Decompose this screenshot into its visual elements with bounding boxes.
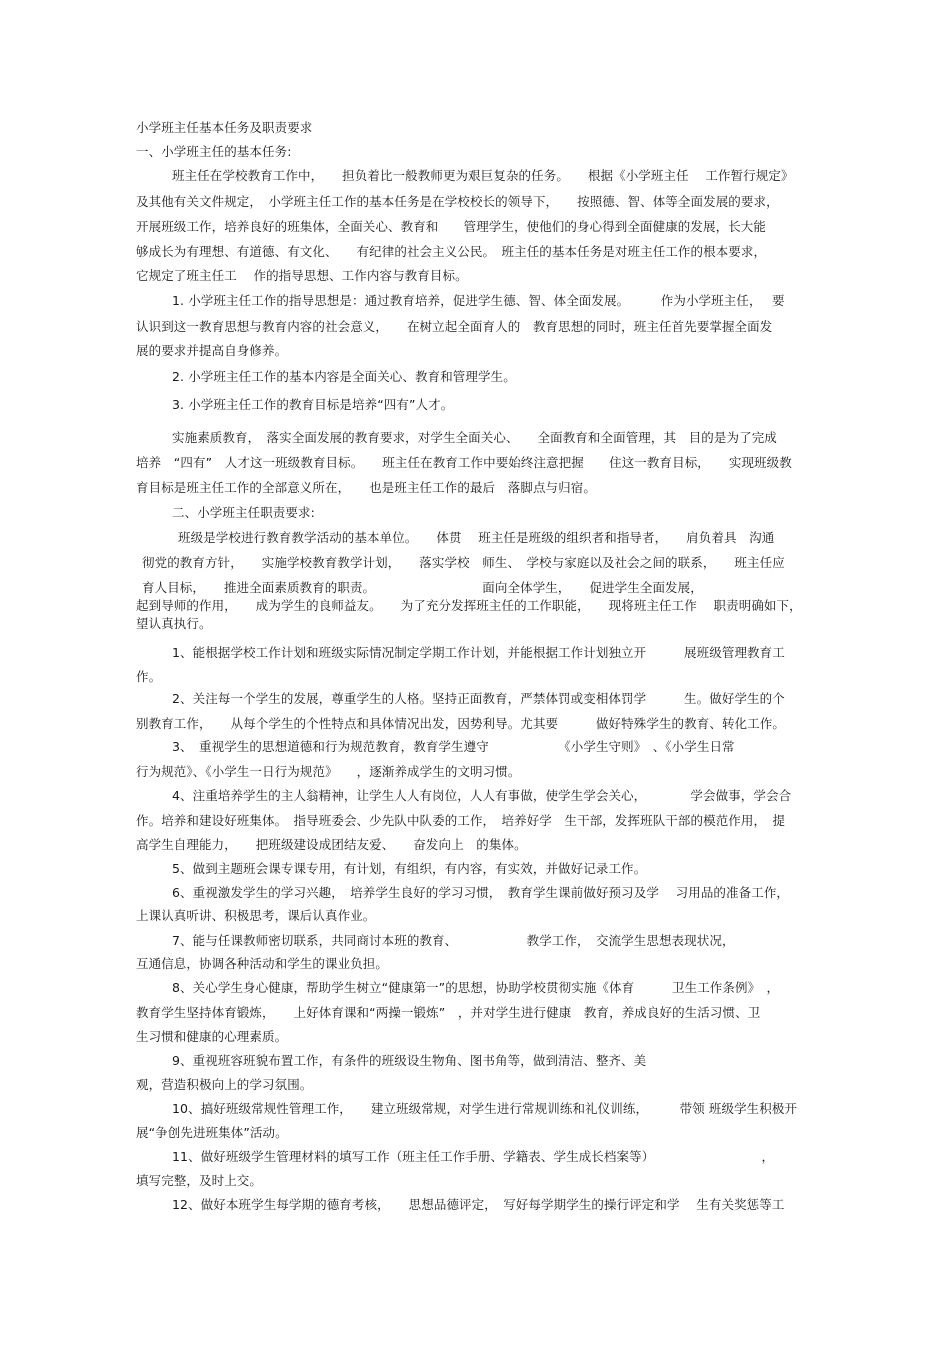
- duty-item-line: 观，营造积极向上的学习氛围。: [136, 1077, 313, 1092]
- duty-item-line: 高学生自理能力， 把班级建设成团结友爱、 奋发向上 的集体。: [136, 837, 527, 852]
- duty-item-line: 9、重视班容班貌布置工作，有条件的班级设生物角、图书角等，做到清洁、整齐、美: [172, 1053, 647, 1068]
- duty-item-line: 4、注重培养学生的主人翁精神，让学生人人有岗位，人人有事做，使学生学会关心， 学会做事，学会合: [172, 788, 792, 803]
- duty-item-line: 填写完整，及时上交。: [136, 1173, 263, 1188]
- duty-item-line: 作。培养和建设好班集体。 指导班委会、少先队中队委的工作， 培养好学 生干部，发挥班队干部的模范作用， 提: [136, 813, 786, 828]
- paragraph-line: 起到导师的作用， 成为学生的良师益友。 为了充分发挥班主任的工作职能， 现将班主任工作 职责明确如下，: [136, 598, 802, 613]
- duty-item-line: 7、能与任课教师密切联系，共同商讨本班的教育、 教学工作， 交流学生思想表现状况，: [172, 933, 735, 948]
- list-item-line: 2. 小学班主任工作的基本内容是全面关心、教育和管理学生。: [172, 369, 516, 384]
- paragraph-line: 育目标是班主任工作的全部意义所在， 也是班主任工作的最后 落脚点与归宿。: [136, 480, 596, 495]
- duty-item-line: 12、做好本班学生每学期的德育考核， 思想品德评定， 写好每学期学生的操行评定和学 生有关奖惩等工: [172, 1197, 785, 1212]
- duty-item-line: 生习惯和健康的心理素质。: [136, 1029, 288, 1044]
- list-item-line: 认识到这一教育思想与教育内容的社会意义， 在树立起全面育人的 教育思想的同时，班主任首先要掌握全面发: [136, 319, 773, 334]
- duty-item-line: 行为规范》、《小学生一日行为规范》 ，逐渐养成学生的文明习惯。: [136, 764, 521, 779]
- duty-item-line: 别教育工作， 从每个学生的个性特点和具体情况出发，因势利导。尤其要 做好特殊学生的教育、转化工作。: [136, 716, 785, 731]
- paragraph-line: 它规定了班主任工 作的指导思想、工作内容与教育目标。: [136, 268, 468, 283]
- section-heading-basic-tasks: 一、小学班主任的基本任务:: [136, 144, 292, 159]
- document-title: 小学班主任基本任务及职责要求: [136, 120, 313, 135]
- duty-item-line: 展“争创先进班集体”活动。: [136, 1125, 288, 1140]
- duty-item-line: 作。: [136, 669, 162, 684]
- paragraph-line: 班主任在学校教育工作中， 担负着比一般教师更为艰巨复杂的任务。 根据《小学班主任 工作暂行规定》: [172, 168, 794, 183]
- duty-item-line: 5、做到主题班会课专课专用，有计划，有组织，有内容，有实效，并做好记录工作。: [172, 861, 647, 876]
- duty-item-line: 2、关注每一个学生的发展，尊重学生的人格。坚持正面教育，严禁体罚或变相体罚学 生。做好学生的个: [172, 691, 785, 706]
- paragraph-line: 开展班级工作，培养良好的班集体，全面关心、教育和 管理学生，使他们的身心得到全面健康的发展，长大能: [136, 219, 767, 234]
- paragraph-line: 育人目标， 推进全面素质教育的职责。 面向全体学生， 促进学生全面发展，: [142, 580, 703, 595]
- duty-item-line: 11、做好班级学生管理材料的填写工作（班主任工作手册、学籍表、学生成长档案等） ，: [172, 1149, 775, 1164]
- duty-item-line: 教育学生坚持体育锻炼， 上好体育课和“两操一锻炼” ，并对学生进行健康 教育，养成良好的生活习惯、卫: [136, 1005, 761, 1020]
- paragraph-line: 实施素质教育， 落实全面发展的教育要求，对学生全面关心、 全面教育和全面管理，其 目的是为了完成: [172, 430, 777, 445]
- list-item-line: 3. 小学班主任工作的教育目标是培养“四有”人才。: [172, 397, 454, 412]
- duty-item-line: 6、重视激发学生的学习兴趣， 培养学生良好的学习习惯， 教育学生课前做好预习及学 习用品的准备工作，: [172, 885, 790, 900]
- duty-item-line: 1、能根据学校工作计划和班级实际情况制定学期工作计划，并能根据工作计划独立开 展班级管理教育工: [172, 645, 785, 660]
- paragraph-line: 够成长为有理想、有道德、有文化、 有纪律的社会主义公民。 班主任的基本任务是对班主任工作的根本要求，: [136, 244, 767, 259]
- paragraph-line: 彻党的教育方针， 实施学校教育教学计划， 落实学校 师生、 学校与家庭以及社会之间的联系， 班主任应: [142, 555, 785, 570]
- paragraph-line: 望认真执行。: [136, 616, 212, 631]
- section-heading-duties: 二、小学班主任职责要求:: [172, 505, 315, 520]
- duty-item-line: 上课认真听讲、积极思考，课后认真作业。: [136, 908, 376, 923]
- paragraph-line: 及其他有关文件规定， 小学班主任工作的基本任务是在学校校长的领导下， 按照德、智、体等全面发展的要求，: [136, 194, 779, 209]
- duty-item-line: 互通信息，协调各种活动和学生的课业负担。: [136, 956, 389, 971]
- duty-item-line: 8、关心学生身心健康，帮助学生树立“健康第一”的思想，协助学校贯彻实施《体育 卫生工作条例》 ，: [172, 980, 780, 995]
- duty-item-line: 10、搞好班级常规性管理工作， 建立班级常规，对学生进行常规训练和礼仪训练， 带领 班级学生积极开: [172, 1101, 798, 1116]
- paragraph-line: 班级是学校进行教育教学活动的基本单位。 体贯 班主任是班级的组织者和指导者， 肩负着具 沟通: [178, 530, 775, 545]
- paragraph-line: 培养 “四有” 人才这一班级教育目标。 班主任在教育工作中要始终注意把握 住这一教育目标， 实现班级教: [136, 455, 792, 470]
- list-item-line: 1. 小学班主任工作的指导思想是：通过教育培养，促进学生德、智、体全面发展。 作为小学班主任， 要: [172, 293, 785, 308]
- duty-item-line: 3、 重视学生的思想道德和行为规范教育，教育学生遵守 《小学生守则》 、《小学生日常: [172, 739, 735, 754]
- list-item-line: 展的要求并提高自身修养。: [136, 343, 288, 358]
